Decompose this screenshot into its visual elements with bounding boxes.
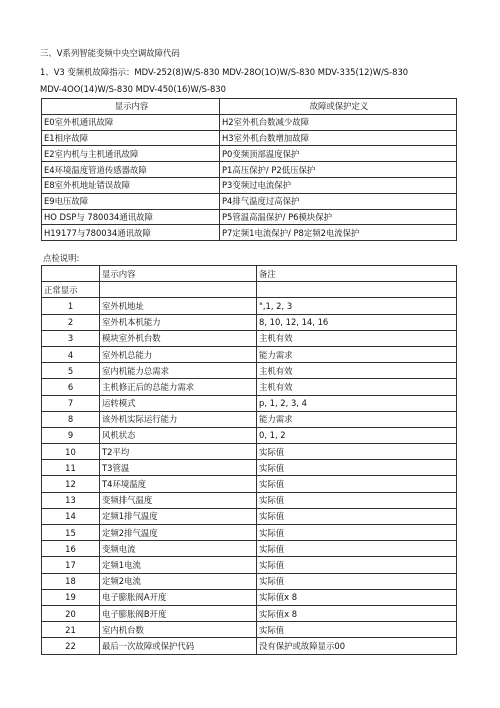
row-number: 3 [42,330,100,346]
section-heading: 三、V系列智能变频中央空调故障代码 [40,48,180,58]
check-table [41,265,457,655]
row-number: 5 [42,363,100,379]
table-row [42,282,457,298]
table-row [42,427,457,443]
fault-code-table [41,98,457,241]
table-cell: 实际值x 8 [257,605,457,621]
table-cell: 能力需求 [257,346,457,362]
table-cell: 定频2电流 [100,573,257,589]
table-cell: 室外机本机能力 [100,314,257,330]
table-cell: H19177与780034通讯故障 [42,225,220,241]
table-row [42,476,457,492]
row-number: 19 [42,589,100,605]
table-cell: 风机状态 [100,427,257,443]
table-cell [257,282,457,298]
row-number: 18 [42,573,100,589]
table-row [42,411,457,427]
row-number: 8 [42,411,100,427]
table-cell: T2平均 [100,444,257,460]
table-cell: 室内机能力总需求 [100,363,257,379]
table-cell: H3室外机台数增加故障 [220,130,457,146]
table-cell: 主机有效 [257,330,457,346]
table-cell [100,282,257,298]
table-row [42,130,457,146]
row-number: 16 [42,541,100,557]
row-number: 20 [42,605,100,621]
row-number: 12 [42,476,100,492]
table-cell: E4环境温度管道传感器故障 [42,162,220,178]
table-row [42,162,457,178]
column-header [42,266,100,282]
table-row [42,146,457,162]
table-cell: 实际值 [257,444,457,460]
notes-label: 点检说明: [43,253,80,263]
table-header-row [42,99,457,115]
table-cell: P5管温高温保护/ P6模块保护 [220,209,457,225]
table-cell: 主机修正后的总能力需求 [100,379,257,395]
table-cell: 模块室外机台数 [100,330,257,346]
subheading-line-2: MDV-4OO(14)W/S-830 MDV-450(16)W/S-830 [40,84,226,94]
table-row [42,193,457,209]
table-cell: 运转模式 [100,395,257,411]
table-cell: 实际值 [257,573,457,589]
table-row [42,363,457,379]
table-row [42,492,457,508]
table-cell: 定频1排气温度 [100,508,257,524]
row-number: 10 [42,444,100,460]
table-cell: 实际值 [257,492,457,508]
table-cell: E0室外机通讯故障 [42,114,220,130]
table-cell: E9电压故障 [42,193,220,209]
table-row [42,638,457,654]
table-row [42,395,457,411]
table-row [42,225,457,241]
table-cell: P3变频过电流保护 [220,177,457,193]
table-cell: E8室外机地址错误故障 [42,177,220,193]
row-number: 9 [42,427,100,443]
row-number: 1 [42,298,100,314]
table-cell: 0, 1, 2 [257,427,457,443]
table-cell: p, 1, 2, 3, 4 [257,395,457,411]
row-number: 22 [42,638,100,654]
column-header: 故障或保护定义 [220,99,457,115]
column-header: 显示内容 [42,99,220,115]
table-cell: 变频排气温度 [100,492,257,508]
table-cell: 定频2排气温度 [100,525,257,541]
table-cell: 室外机地址 [100,298,257,314]
table-cell: 没有保护或故障显示00 [257,638,457,654]
table-cell: 室外机总能力 [100,346,257,362]
table-cell: 定频1电流 [100,557,257,573]
table-cell: 实际值 [257,460,457,476]
table-cell: 电子膨胀阀A开度 [100,589,257,605]
table-row [42,379,457,395]
table-row [42,330,457,346]
table-cell: 实际值 [257,541,457,557]
table-row [42,622,457,638]
table-cell: E2室内机与主机通讯故障 [42,146,220,162]
table-cell: 主机有效 [257,363,457,379]
row-number: 6 [42,379,100,395]
table-cell: 电子膨胀阀B开度 [100,605,257,621]
row-number: 13 [42,492,100,508]
table-cell: HO DSP与 780034通讯故障 [42,209,220,225]
table-cell: T3管温 [100,460,257,476]
row-number: 11 [42,460,100,476]
table-row [42,209,457,225]
table-row [42,525,457,541]
table-cell: 实际值x 8 [257,589,457,605]
table-cell: T4环境温度 [100,476,257,492]
table-row [42,605,457,621]
table-cell: P7定频1电流保护/ P8定频2电流保护 [220,225,457,241]
row-number: 14 [42,508,100,524]
table-row [42,346,457,362]
table-cell: H2室外机台数减少故障 [220,114,457,130]
row-number: 2 [42,314,100,330]
table-row [42,573,457,589]
table-cell: 变频电流 [100,541,257,557]
table-row [42,541,457,557]
table-cell: P0变频顶部温度保护 [220,146,457,162]
column-header: 备注 [257,266,457,282]
table-cell: 主机有效 [257,379,457,395]
row-number: 15 [42,525,100,541]
table-cell: 实际值 [257,508,457,524]
row-number: 7 [42,395,100,411]
column-header: 显示内容 [100,266,257,282]
table-cell: 正常显示 [42,282,100,298]
table-cell: 室内机台数 [100,622,257,638]
subheading-line-1: 1、V3 变频机故障指示：MDV-252(8)W/S-830 MDV-28O(1O)W/S-830 MDV-335(12)W/S-830 [40,67,409,77]
table-row [42,444,457,460]
table-row [42,298,457,314]
row-number: 17 [42,557,100,573]
table-row [42,460,457,476]
table-row [42,314,457,330]
table-cell: 该外机实际运行能力 [100,411,257,427]
table-cell: 实际值 [257,476,457,492]
table-cell: E1相序故障 [42,130,220,146]
table-cell: 实际值 [257,557,457,573]
table-cell: 实际值 [257,525,457,541]
table-cell: 能力需求 [257,411,457,427]
table-row [42,557,457,573]
table-header-row [42,266,457,282]
table-row [42,508,457,524]
table-row [42,114,457,130]
row-number: 21 [42,622,100,638]
table-cell: P4排气温度过高保护 [220,193,457,209]
table-row [42,177,457,193]
table-cell: 8, 10, 12, 14, 16 [257,314,457,330]
table-row [42,589,457,605]
table-cell: P1高压保护/ P2低压保护 [220,162,457,178]
row-number: 4 [42,346,100,362]
table-cell: 最后一次故障或保护代码 [100,638,257,654]
table-cell: ",1, 2, 3 [257,298,457,314]
table-cell: 实际值 [257,622,457,638]
